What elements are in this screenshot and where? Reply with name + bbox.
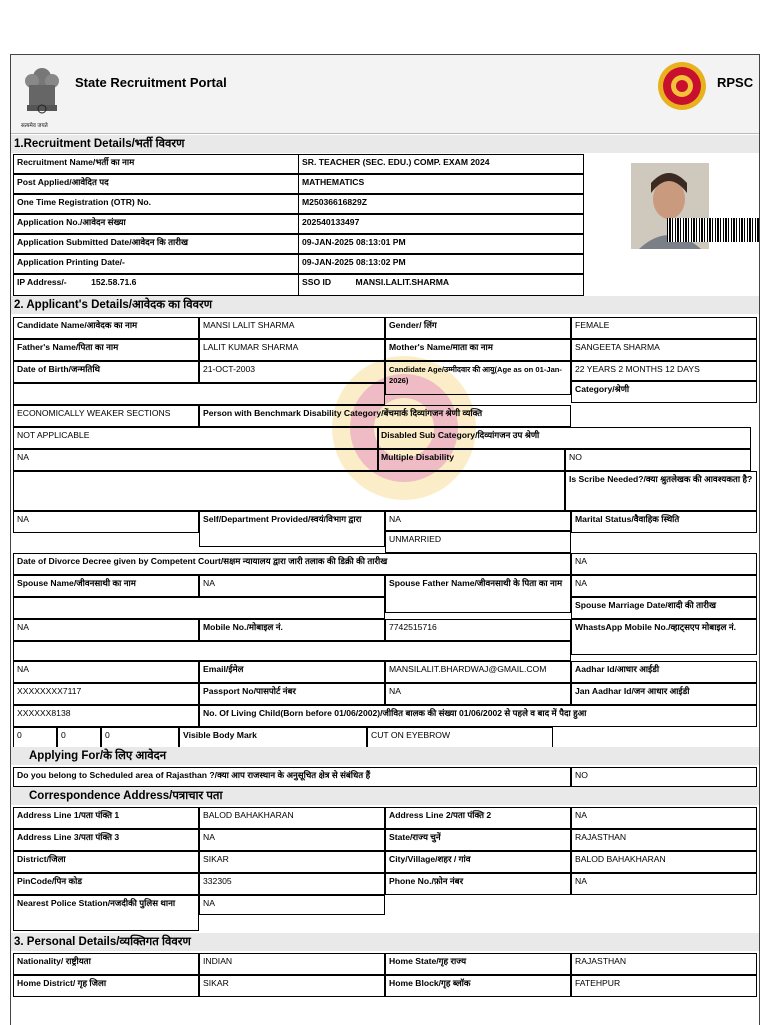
- home-state-value: RAJASTHAN: [571, 953, 757, 975]
- district-value: SIKAR: [199, 851, 385, 873]
- address-line3-value: NA: [199, 829, 385, 851]
- category-value: ECONOMICALLY WEAKER SECTIONS: [13, 405, 199, 427]
- multiple-disability-label: Multiple Disability: [377, 449, 565, 471]
- home-district-label: Home District/ गृह जिला: [13, 975, 199, 997]
- aadhar-value: XXXXXXXX7117: [13, 683, 199, 705]
- email-label: Email/ईमेल: [199, 661, 385, 683]
- dob-value: 21-OCT-2003: [199, 361, 385, 383]
- sso-id-cell: [298, 274, 584, 296]
- application-no-value: 202540133497: [298, 214, 584, 234]
- spouse-father-name-label: Spouse Father Name/जीवनसाथी के पिता का नाम: [385, 575, 571, 613]
- ip-address-value: 152.58.71.6: [91, 277, 137, 287]
- section-personal-title: 3. Personal Details/व्यक्तिगत विवरण: [11, 933, 759, 951]
- aadhar-label: Aadhar Id/आधार आईडी: [571, 661, 757, 683]
- scheduled-area-value: NO: [571, 767, 757, 787]
- phone-no-value: NA: [571, 873, 757, 895]
- living-child-count-a: 0: [13, 727, 57, 749]
- address-line2-value: NA: [571, 807, 757, 829]
- police-station-value: NA: [199, 895, 385, 915]
- scheduled-area-label: Do you belong to Scheduled area of Rajasthan ?/क्या आप राजस्थान के अनुसूचित क्षेत्र से संबंधित हैं: [13, 767, 571, 787]
- home-state-label: Home State/गृह राज्य: [385, 953, 571, 975]
- home-block-value: FATEHPUR: [571, 975, 757, 997]
- jan-aadhar-label: Jan Aadhar Id/जन आधार आईडी: [571, 683, 757, 705]
- otr-value: M25036616829Z: [298, 194, 584, 214]
- printing-date-value: 09-JAN-2025 08:13:02 PM: [298, 254, 584, 274]
- body-mark-label: Visible Body Mark: [179, 727, 367, 749]
- scribe-needed-label: Is Scribe Needed?/क्या श्रुतलेखक की आवश्यकता है?: [565, 471, 757, 511]
- printing-date-label: Application Printing Date/-: [13, 254, 299, 274]
- national-emblem-icon: [17, 59, 67, 129]
- living-child-label: No. Of Living Child(Born before 01/06/2002)/जीवित बालक की संख्या 01/06/2002 से पहले व बाद में पैदा हुआ: [199, 705, 757, 727]
- phone-no-label: Phone No./फ़ोन नंबर: [385, 873, 571, 895]
- whatsapp-no-label: WhastsApp Mobile No./व्हाट्सएप मोबाइल नं.: [571, 619, 757, 655]
- scribe-spacer-cell: [13, 471, 565, 511]
- whatsapp-no-value: NA: [13, 661, 199, 683]
- email-value: MANSILALIT.BHARDWAJ@GMAIL.COM: [385, 661, 571, 683]
- blank-row-cell: [13, 383, 385, 405]
- portal-header: [11, 55, 759, 134]
- self-department-label: Self/Department Provided/स्वयं/विभाग द्वारा: [199, 511, 385, 547]
- candidate-name-label: Candidate Name/आवेदक का नाम: [13, 317, 199, 339]
- city-label: City/Village/शहर / गांव: [385, 851, 571, 873]
- father-name-value: LALIT KUMAR SHARMA: [199, 339, 385, 361]
- candidate-age-label: Candidate Age/उम्मीदवार की आयु(Age as on 01-Jan-2026): [385, 361, 571, 395]
- post-applied-value: MATHEMATICS: [298, 174, 584, 194]
- recruitment-name-label: Recruitment Name/भर्ती का नाम: [13, 154, 299, 174]
- nationality-label: Nationality/ राष्ट्रीयता: [13, 953, 199, 975]
- spouse-marriage-date-value: NA: [13, 619, 199, 641]
- pincode-value: 332305: [199, 873, 385, 895]
- scribe-needed-value: NA: [13, 511, 199, 533]
- city-value: BALOD BAHAKHARAN: [571, 851, 757, 873]
- divorce-date-value: NA: [571, 553, 757, 575]
- home-district-value: SIKAR: [199, 975, 385, 997]
- pwbd-label: Person with Benchmark Disability Category/बेंचमार्क दिव्यांगजन श्रेणी व्यक्ति: [199, 405, 571, 427]
- sso-id-value: MANSI.LALIT.SHARMA: [355, 277, 450, 287]
- emblem-caption: सत्यमेव जयते: [21, 123, 48, 129]
- applying-for-title: Applying For/के लिए आवेदन: [11, 747, 759, 765]
- body-mark-value: CUT ON EYEBROW: [367, 727, 553, 749]
- candidate-name-value: MANSI LALIT SHARMA: [199, 317, 385, 339]
- dob-label: Date of Birth/जन्मतिथि: [13, 361, 199, 383]
- passport-value: NA: [385, 683, 571, 705]
- section-recruitment-title: 1.Recruitment Details/भर्ती विवरण: [11, 135, 759, 153]
- gender-value: FEMALE: [571, 317, 757, 339]
- spouse-name-label: Spouse Name/जीवनसाथी का नाम: [13, 575, 199, 597]
- blank-spouse-row-cell: [13, 597, 385, 619]
- mother-name-value: SANGEETA SHARMA: [571, 339, 757, 361]
- application-form: [10, 54, 760, 1025]
- spouse-marriage-date-label: Spouse Marriage Date/शादी की तारीख: [571, 597, 757, 619]
- passport-label: Passport No/पासपोर्ट नंबर: [199, 683, 385, 705]
- father-name-label: Father's Name/पिता का नाम: [13, 339, 199, 361]
- nationality-value: INDIAN: [199, 953, 385, 975]
- living-child-count-c: 0: [101, 727, 179, 749]
- mother-name-label: Mother's Name/माता का नाम: [385, 339, 571, 361]
- address-line3-label: Address Line 3/पता पंक्ति 3: [13, 829, 199, 851]
- blank-mobile-row-cell: [13, 641, 571, 661]
- district-label: District/जिला: [13, 851, 199, 873]
- disabled-sub-category-label: Disabled Sub Category/दिव्यांगजन उप श्रेणी: [377, 427, 751, 449]
- address-line2-label: Address Line 2/पता पंक्ति 2: [385, 807, 571, 829]
- application-no-label: Application No./आवेदन संख्या: [13, 214, 299, 234]
- ip-address-cell: [13, 274, 299, 296]
- submitted-date-label: Application Submitted Date/आवेदन कि तारीख: [13, 234, 299, 254]
- divorce-date-label: Date of Divorce Decree given by Competent Court/सक्षम न्यायालय द्वारा जारी तलाक की डिक्री की तारीख: [13, 553, 571, 575]
- post-applied-label: Post Applied/आवेदित पद: [13, 174, 299, 194]
- address-line1-value: BALOD BAHAKHARAN: [199, 807, 385, 829]
- state-value: RAJASTHAN: [571, 829, 757, 851]
- self-department-value: NA: [385, 511, 571, 531]
- home-block-label: Home Block/गृह ब्लॉक: [385, 975, 571, 997]
- multiple-disability-value: NO: [565, 449, 751, 471]
- jan-aadhar-value: XXXXXX8138: [13, 705, 199, 727]
- category-label: Category/श्रेणी: [571, 381, 757, 403]
- pwbd-value: NOT APPLICABLE: [13, 427, 379, 449]
- sso-id-label: SSO ID: [302, 277, 332, 287]
- marital-status-value: UNMARRIED: [385, 531, 571, 553]
- barcode-icon: [667, 218, 759, 242]
- disabled-sub-category-value: NA: [13, 449, 379, 471]
- spouse-father-name-value: NA: [571, 575, 757, 597]
- section-applicant-title: 2. Applicant's Details/आवेदक का विवरण: [11, 296, 759, 314]
- marital-status-label: Marital Status/वैवाहिक स्थिति: [571, 511, 757, 533]
- rpsc-logo-icon: [657, 61, 707, 111]
- candidate-age-value: 22 YEARS 2 MONTHS 12 DAYS: [571, 361, 757, 381]
- ip-address-label: IP Address/-: [17, 277, 67, 287]
- submitted-date-value: 09-JAN-2025 08:13:01 PM: [298, 234, 584, 254]
- mobile-no-label: Mobile No./मोबाइल नं.: [199, 619, 385, 641]
- gender-label: Gender/ लिंग: [385, 317, 571, 339]
- spouse-name-value: NA: [199, 575, 385, 597]
- address-line1-label: Address Line 1/पता पंक्ति 1: [13, 807, 199, 829]
- state-label: State/राज्य चुनें: [385, 829, 571, 851]
- otr-label: One Time Registration (OTR) No.: [13, 194, 299, 214]
- portal-title: State Recruitment Portal: [75, 75, 227, 90]
- correspondence-address-title: Correspondence Address/पत्राचार पता: [11, 787, 759, 805]
- living-child-count-b: 0: [57, 727, 101, 749]
- recruitment-name-value: SR. TEACHER (SEC. EDU.) COMP. EXAM 2024: [298, 154, 584, 174]
- police-station-label: Nearest Police Station/नजदीकी पुलिस थाना: [13, 895, 199, 931]
- pincode-label: PinCode/पिन कोड: [13, 873, 199, 895]
- mobile-no-value: 7742515716: [385, 619, 571, 641]
- rpsc-label: RPSC: [717, 75, 754, 90]
